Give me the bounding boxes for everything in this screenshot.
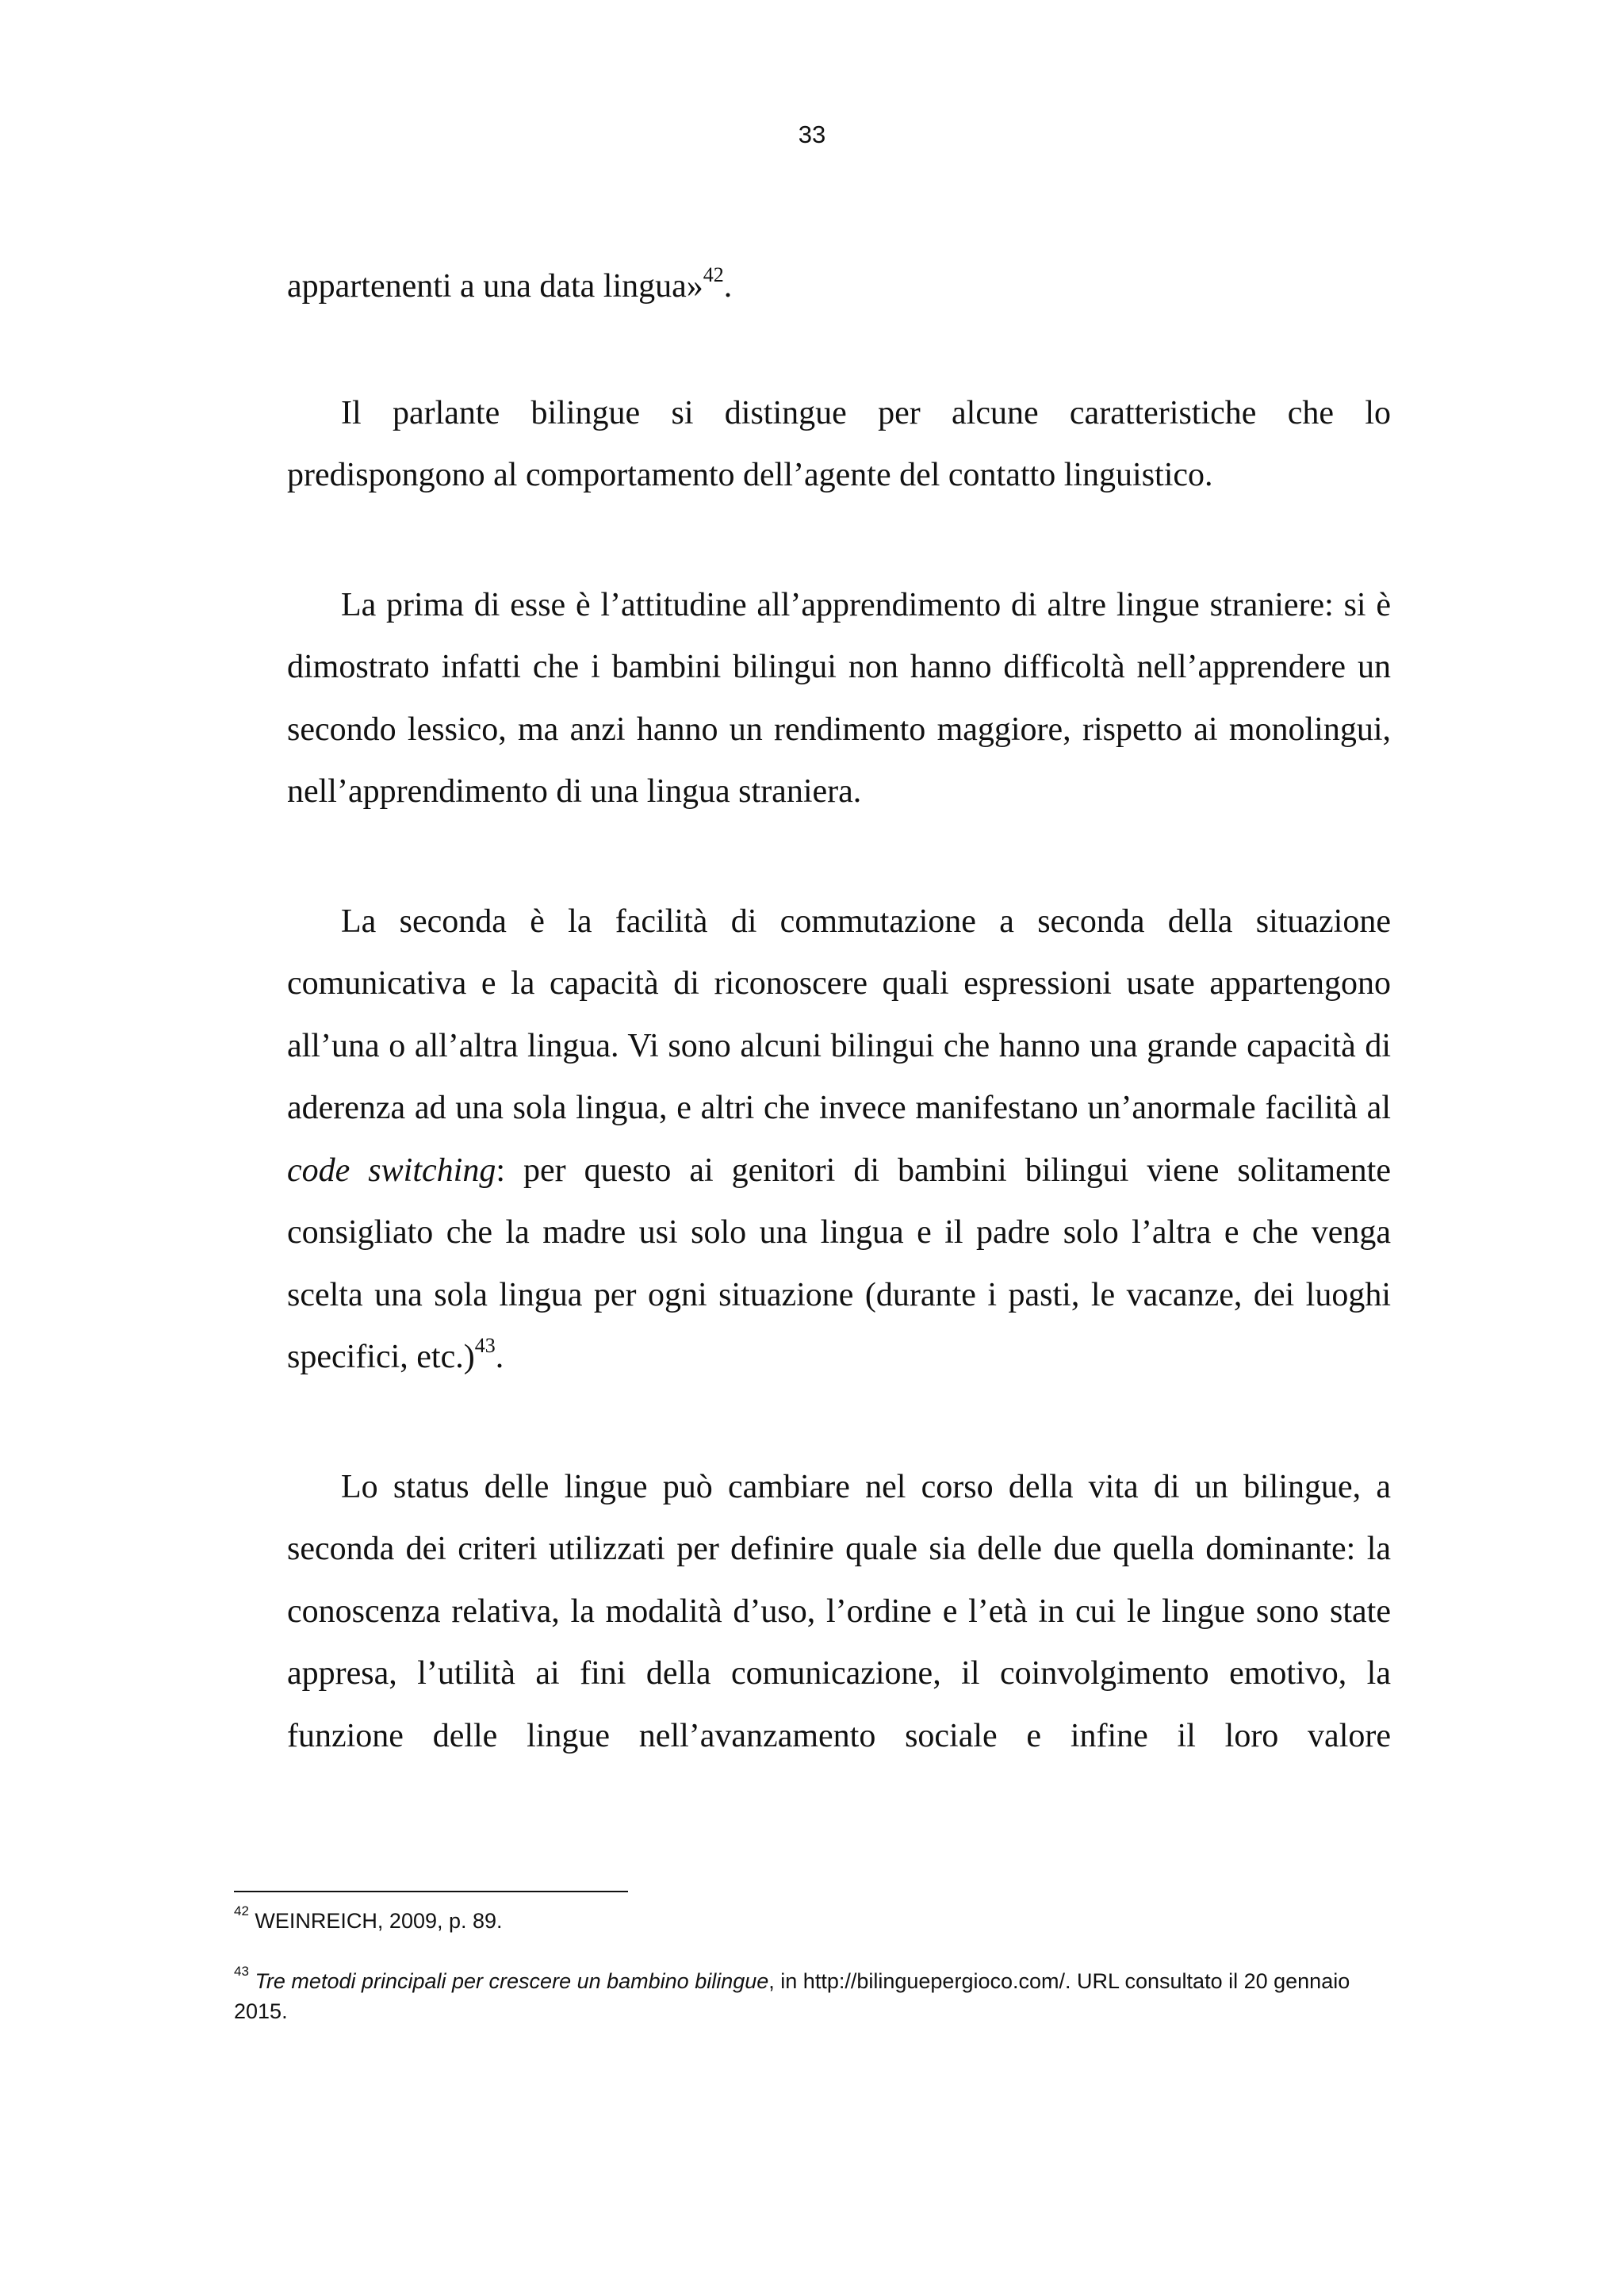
footnote-mark: 42: [234, 1903, 249, 1918]
paragraph-second-characteristic: [287, 891, 1391, 1389]
footnote-mark: 43: [234, 1964, 249, 1979]
paragraph-first-characteristic: La prima di esse è l’attitudine all’apprendimento di altre lingue straniere: si è dimostrato infatti che i bambini bilingui non hanno difficoltà nell’apprendere un secondo lessico, ma anzi hanno un rendimento maggiore, rispetto ai monolingui, nell’apprendimento di una lingua straniera.: [287, 586, 1391, 810]
paragraph-tail: .: [723, 268, 733, 305]
footnotes: [234, 1903, 1391, 2026]
paragraph-text: appartenenti a una data lingua»: [287, 268, 703, 305]
footnote-42: [234, 1903, 1391, 1936]
paragraph-bilingual-speaker: Il parlante bilingue si distingue per alcune caratteristiche che lo predispongono al comportamento dell’agente del contatto linguistico.: [287, 394, 1391, 493]
footnote-ref-42[interactable]: 42: [703, 263, 724, 286]
body-text: [287, 255, 1391, 1767]
italic-term: code switching: [287, 1152, 496, 1189]
footnote-title: Tre metodi principali per crescere un bambino bilingue: [255, 1969, 769, 1993]
paragraph-text: La seconda è la facilità di commutazione a seconda della situazione comunicativa e la capacità di riconoscere quali espressioni usate appartengono all’una o all’altra lingua. Vi sono alcuni bilingui che hanno una grande capacità di aderenza ad una sola lingua, e altri che invece manifestano un’anormale facilità al: [287, 903, 1391, 1126]
footnote-43: [234, 1966, 1391, 2026]
footnote-ref-43[interactable]: 43: [474, 1334, 496, 1357]
page-number: 33: [798, 121, 826, 148]
paragraph-text: : per questo ai genitori di bambini bilingui viene solitamente consigliato che la madre usi solo una lingua e il padre solo l’altra e che venga scelta una sola lingua per ogni situazione (durante i pasti, le vacanze, dei luoghi specifici, etc.): [287, 1152, 1391, 1375]
paragraph-language-status: Lo status delle lingue può cambiare nel corso della vita di un bilingue, a seconda dei criteri utilizzati per definire quale sia delle due quella dominante: la conoscenza relativa, la modalità d’uso, l’ordine e l’età in cui le lingue sono state appresa, l’utilità ai fini della comunicazione, il coinvolgimento emotivo, la funzione delle lingue nell’avanzamento sociale e infine il loro valore: [287, 1468, 1391, 1754]
footnote-text: WEINREICH, 2009, p. 89.: [248, 1909, 503, 1933]
paragraph-tail: .: [495, 1339, 504, 1375]
footnote-text: , in http://bilinguepergioco.com/. URL consultato il 20 gennaio 2015.: [234, 1969, 1350, 2023]
paragraph-continuation: [287, 255, 1391, 318]
footnote-separator: [234, 1891, 628, 1892]
